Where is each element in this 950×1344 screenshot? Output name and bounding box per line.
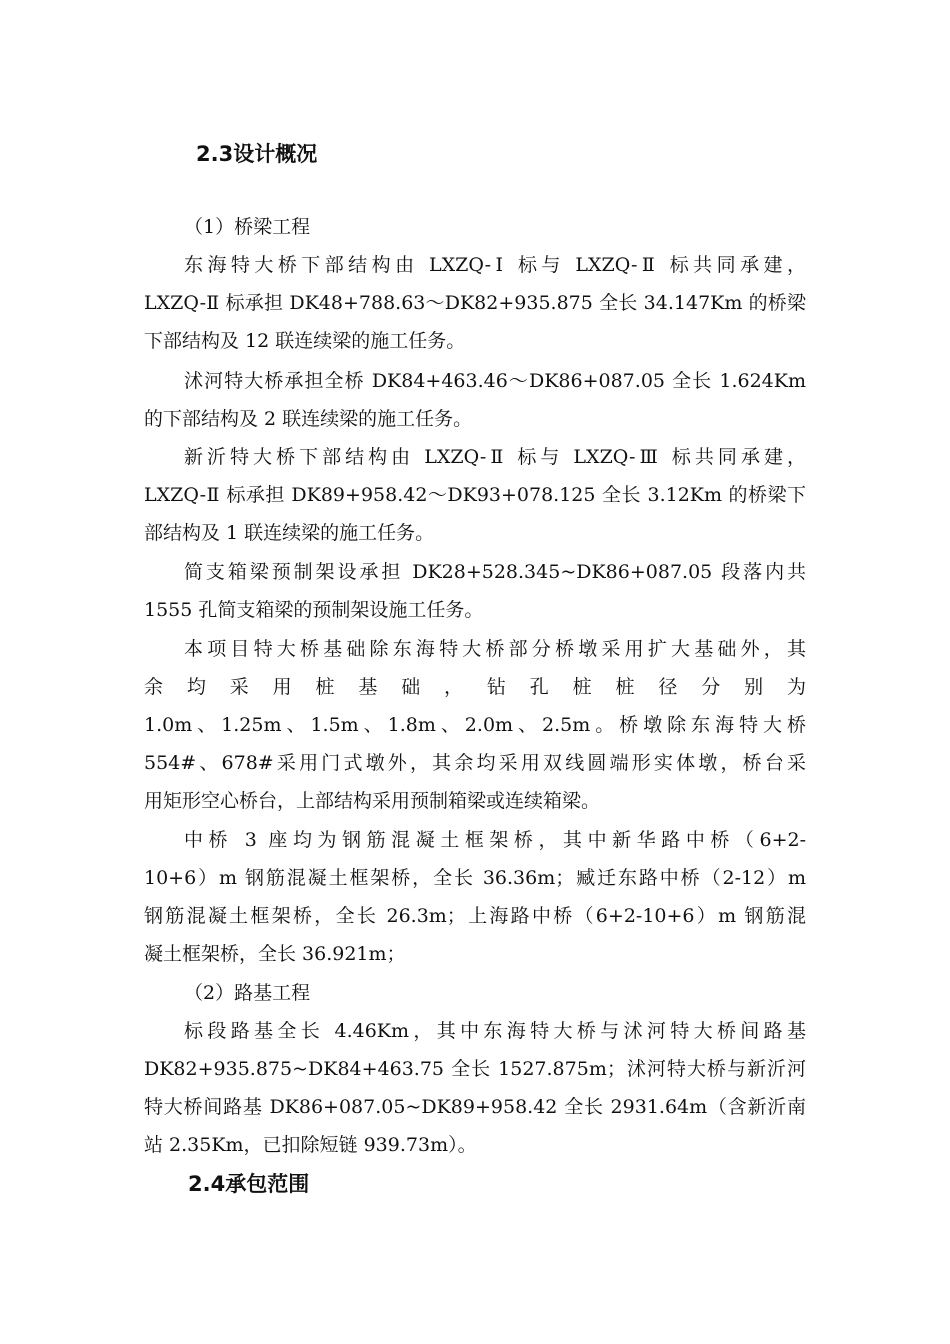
subsection-title-subgrade: （2）路基工程 <box>184 982 311 1004</box>
text-line: 钢筋混凝土框架桥，全长 26.3m；上海路中桥（6+2-10+6）m 钢筋混 <box>144 905 806 927</box>
text-line: 特大桥间路基 DK86+087.05~DK89+958.42 全长 2931.64m（含新沂南 <box>144 1096 806 1118</box>
text-line: 标段路基全长 4.46Km，其中东海特大桥与沭河特大桥间路基 <box>184 1020 806 1042</box>
text-line: 简支箱梁预制架设承担 DK28+528.345~DK86+087.05 段落内共 <box>184 561 806 583</box>
text-line: 沭河特大桥承担全桥 DK84+463.46～DK86+087.05 全长 1.624Km <box>184 370 806 392</box>
text-line: 1555 孔简支箱梁的预制架设施工任务。 <box>144 599 484 621</box>
text-line: 554#、678#采用门式墩外，其余均采用双线圆端形实体墩，桥台采 <box>144 752 806 774</box>
text-line: 1.0m、1.25m、1.5m、1.8m、2.0m、2.5m。桥墩除东海特大桥 <box>144 714 806 736</box>
text-line: LXZQ-Ⅱ 标承担 DK48+788.63～DK82+935.875 全长 34.147Km 的桥梁 <box>144 292 806 314</box>
section-heading-2-4: 2.4承包范围 <box>188 1172 310 1196</box>
text-line: 部结构及 1 联连续梁的施工任务。 <box>144 522 435 544</box>
text-line: 东海特大桥下部结构由 LXZQ-Ⅰ 标与 LXZQ-Ⅱ 标共同承建， <box>184 254 806 276</box>
text-line: 本项目特大桥基础除东海特大桥部分桥墩采用扩大基础外，其 <box>184 638 806 660</box>
text-line: 站 2.35Km，已扣除短链 939.73m）。 <box>144 1134 477 1156</box>
text-line: 的下部结构及 2 联连续梁的施工任务。 <box>144 408 473 430</box>
text-line: 凝土框架桥，全长 36.921m； <box>144 943 406 965</box>
text-line: 用矩形空心桥台，上部结构采用预制箱梁或连续箱梁。 <box>144 790 601 812</box>
text-line: 10+6）m 钢筋混凝土框架桥，全长 36.36m；臧迁东路中桥（2-12）m <box>144 867 806 889</box>
text-line: 余 均 采 用 桩 基 础 ， 钻 孔 桩 桩 径 分 别 为 <box>144 676 806 698</box>
section-heading-2-3: 2.3设计概况 <box>196 142 318 166</box>
text-line: 下部结构及 12 联连续梁的施工任务。 <box>144 330 466 352</box>
text-line: 新沂特大桥下部结构由 LXZQ-Ⅱ 标与 LXZQ-Ⅲ 标共同承建， <box>184 446 806 468</box>
text-line: DK82+935.875~DK84+463.75 全长 1527.875m；沭河特大桥与新沂河 <box>144 1058 806 1080</box>
text-line: LXZQ-Ⅱ 标承担 DK89+958.42～DK93+078.125 全长 3.12Km 的桥梁下 <box>144 484 806 506</box>
text-line: 中桥 3 座均为钢筋混凝土框架桥，其中新华路中桥（6+2- <box>184 829 806 851</box>
subsection-title-bridge: （1）桥梁工程 <box>184 216 311 238</box>
